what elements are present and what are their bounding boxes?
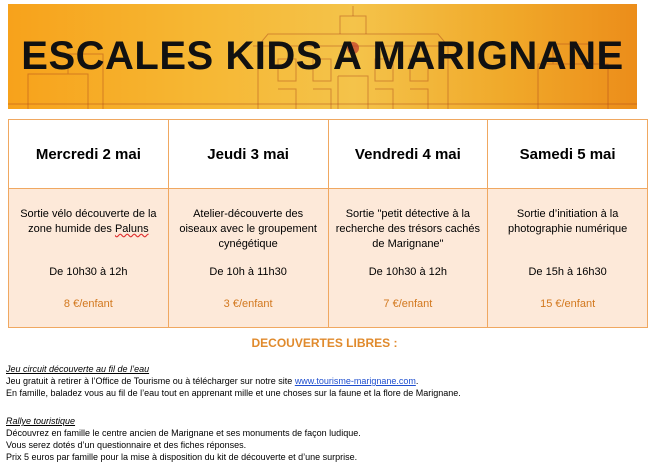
activity-description — [15, 207, 162, 252]
activity-price: 7 €/enfant — [383, 298, 433, 310]
circuit-line-1-text: Jeu gratuit à retirer à l’Office de Tourisme ou à télécharger sur notre site — [6, 376, 295, 386]
activity-cell — [328, 189, 488, 328]
day-header: Jeudi 3 mai — [168, 120, 328, 189]
activity-time: De 10h à 11h30 — [209, 266, 287, 278]
activity-time: De 15h à 16h30 — [528, 266, 607, 278]
tourism-site-link[interactable]: www.tourisme-marignane.com — [294, 376, 416, 386]
activity-description: Atelier-découverte des oiseaux avec le groupement cynégétique — [179, 208, 317, 250]
header-banner — [8, 4, 637, 109]
rallye-subtitle: Rallye touristique — [6, 416, 76, 426]
circuit-line-1-end: . — [415, 376, 419, 386]
rallye-line-1: Découvrez en famille le centre ancien de Marignane et ses monuments de façon ludique. — [6, 428, 361, 438]
banner-title: ESCALES KIDS A MARIGNANE — [21, 34, 624, 78]
activity-cell — [9, 189, 169, 328]
schedule-header-row — [9, 120, 648, 189]
day-header: Mercredi 2 mai — [9, 120, 169, 189]
activity-time: De 10h30 à 12h — [368, 266, 448, 278]
activity-cell — [488, 189, 648, 328]
activity-description: Sortie d’initiation à la photographie numérique — [507, 208, 628, 235]
activity-time: De 10h30 à 12h — [49, 266, 128, 278]
activity-text: Sortie vélo découverte de la zone humide des — [20, 208, 157, 235]
day-header: Samedi 5 mai — [488, 120, 648, 189]
section-title-libres: DECOUVERTES LIBRES : — [251, 336, 398, 350]
schedule-details-row — [9, 189, 648, 328]
activity-price: 8 €/enfant — [63, 298, 113, 310]
activity-price: 3 €/enfant — [223, 298, 273, 310]
rallye-line-3: Prix 5 euros par famille pour la mise à disposition du kit de découverte et d’une surprise. — [6, 452, 358, 462]
schedule-table — [8, 119, 648, 328]
circuit-line-2: En famille, baladez vous au fil de l’eau tout en apprenant mille et une choses sur la faune et la flore de Marignane. — [6, 388, 461, 398]
circuit-line-1 — [6, 376, 646, 388]
activity-price: 15 €/enfant — [540, 298, 596, 310]
rallye-line-2: Vous serez dotés d’un questionnaire et des fiches réponses. — [6, 440, 247, 450]
activity-description: Sortie "petit détective à la recherche des trésors cachés de Marignane" — [335, 208, 481, 250]
activity-text-place: Paluns — [114, 223, 149, 235]
day-header: Vendredi 4 mai — [328, 120, 488, 189]
activity-cell — [168, 189, 328, 328]
circuit-subtitle: Jeu circuit découverte au fil de l’eau — [6, 364, 150, 374]
